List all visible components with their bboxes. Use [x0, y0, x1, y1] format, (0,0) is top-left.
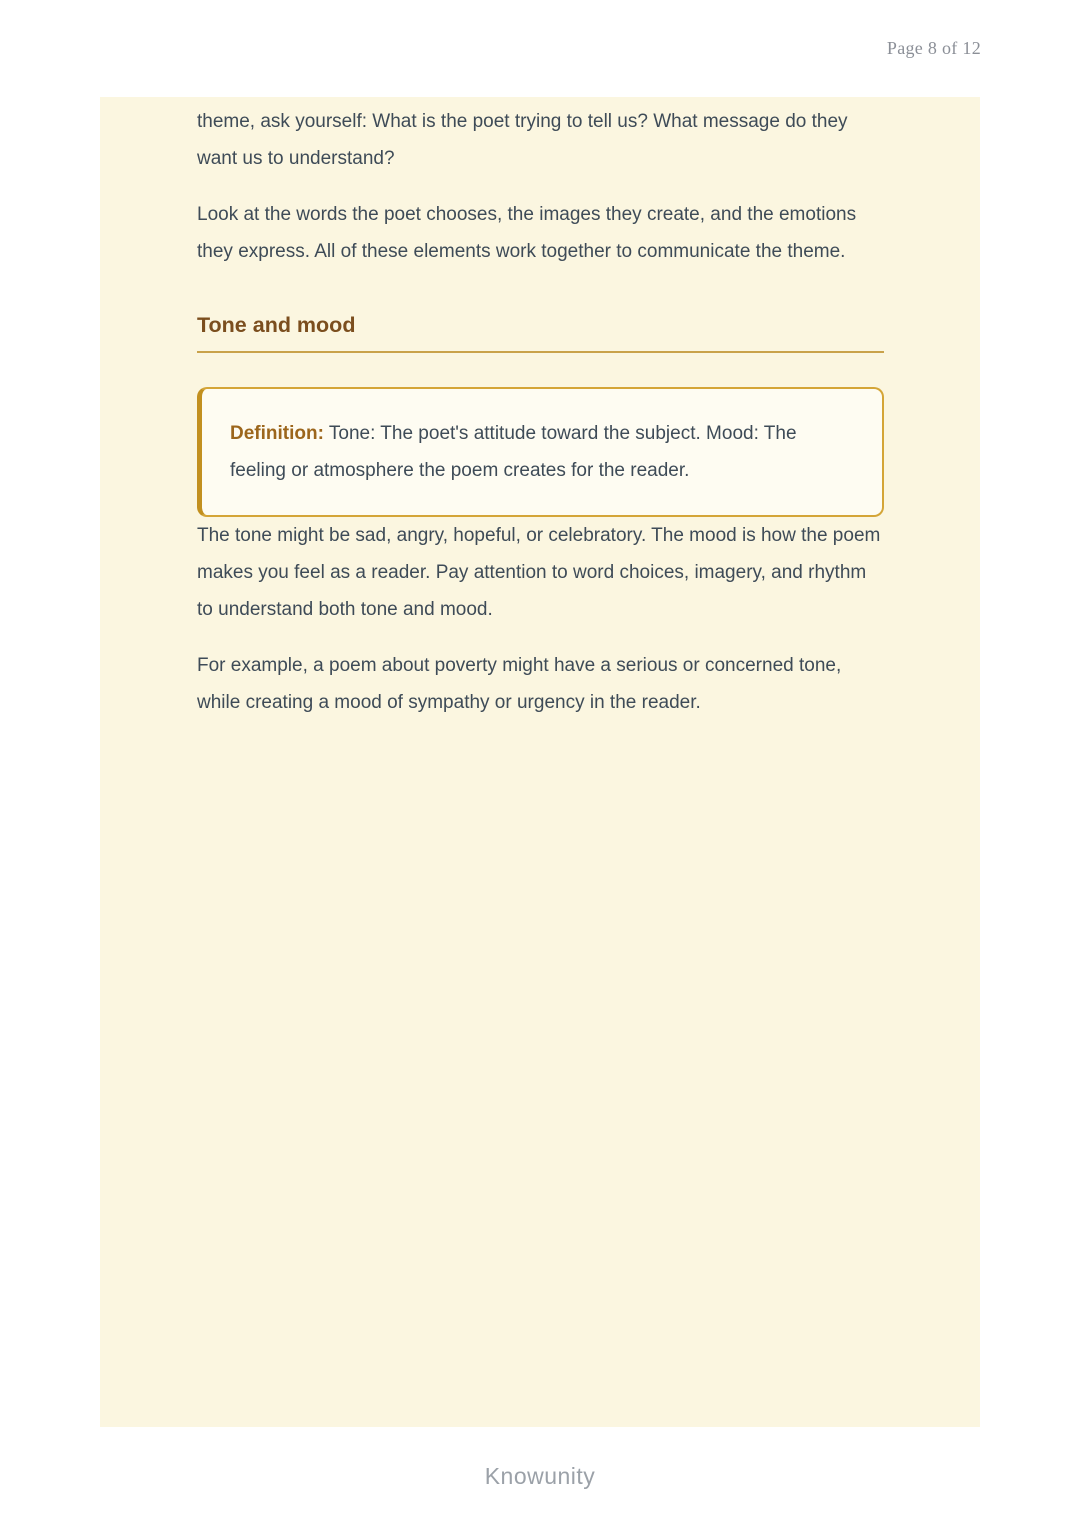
section-paragraph-1: The tone might be sad, angry, hopeful, or celebratory. The mood is how the poem makes you feel as a reader. Pay attention to word choices, imagery, and rhythm to understand both tone and mood.: [197, 525, 881, 620]
definition-label: Definition:: [230, 423, 324, 444]
section-heading-tone-and-mood: Tone and mood: [197, 313, 356, 337]
document-content-panel: [100, 97, 980, 1427]
page-number-indicator: Page 8 of 12: [886, 38, 981, 58]
intro-paragraph-2: Look at the words the poet chooses, the images they create, and the emotions they express. All of these elements work together to communicate the theme.: [197, 204, 857, 262]
definition-content: [230, 415, 852, 489]
definition-callout-box: [197, 387, 884, 517]
definition-text: Tone: The poet's attitude toward the subject. Mood: The feeling or atmosphere the poem creates for the reader.: [230, 423, 797, 481]
intro-paragraph-1: theme, ask yourself: What is the poet trying to tell us? What message do they want us to understand?: [197, 111, 848, 169]
footer-brand-knowunity: Knowunity: [484, 1463, 596, 1489]
heading-underline-rule: [197, 351, 884, 353]
section-paragraph-2: For example, a poem about poverty might have a serious or concerned tone, while creating a mood of sympathy or urgency in the reader.: [197, 655, 842, 713]
